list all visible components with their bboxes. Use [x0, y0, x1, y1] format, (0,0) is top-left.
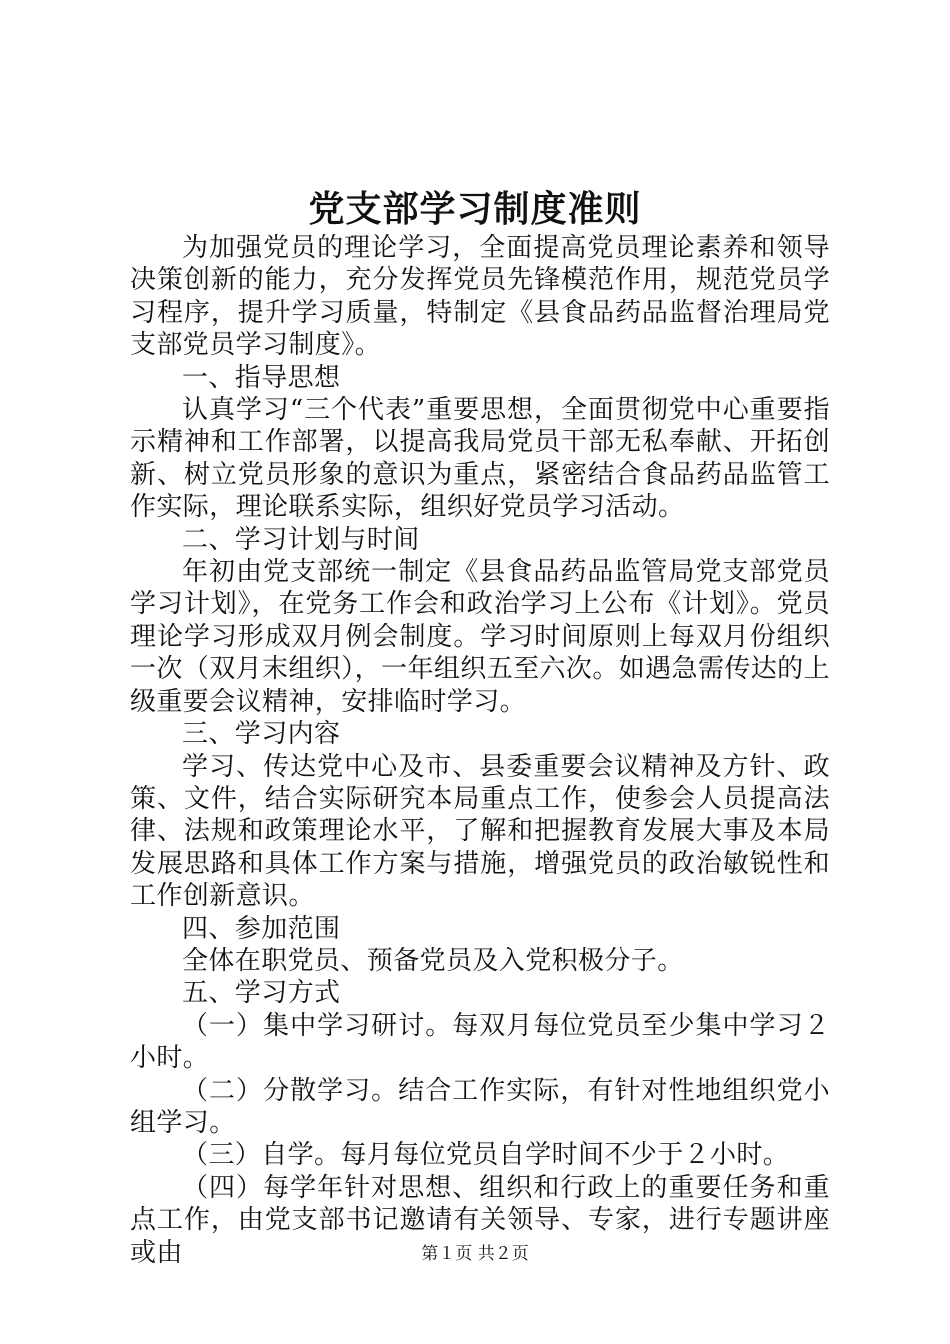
section-heading-participants: 四、参加范围	[182, 913, 341, 944]
section-heading-study-plan: 二、学习计划与时间	[182, 524, 420, 555]
document-title: 党支部学习制度准则	[308, 188, 642, 230]
page-footer: 第１页 共２页	[421, 1244, 529, 1264]
participants-paragraph: 全体在职党员、预备党员及入党积极分子。	[182, 945, 684, 976]
document-body	[130, 232, 830, 1269]
study-method-item: （四）每学年针对思想、组织和行政上的重要任务和重点工作，由党支部书记邀请有关领导、专家，进行专题讲座或由	[130, 1172, 830, 1268]
study-method-item: （三）自学。每月每位党员自学时间不少于２小时。	[182, 1140, 790, 1171]
guiding-ideology-paragraph: 认真学习“三个代表”重要思想，全面贯彻党中心重要指示精神和工作部署，以提高我局党员干部无私奉献、开拓创新、树立党员形象的意识为重点，紧密结合食品药品监管工作实际，理论联系实际，组织好党员学习活动。	[130, 395, 830, 523]
intro-paragraph: 为加强党员的理论学习，全面提高党员理论素养和领导决策创新的能力，充分发挥党员先锋模范作用，规范党员学习程序，提升学习质量，特制定《县食品药品监督治理局党支部党员学习制度》。	[130, 233, 830, 361]
section-heading-guiding-ideology: 一、指导思想	[182, 362, 341, 393]
section-heading-study-content: 三、学习内容	[182, 719, 341, 750]
study-plan-paragraph: 年初由党支部统一制定《县食品药品监管局党支部党员学习计划》，在党务工作会和政治学习上公布《计划》。党员理论学习形成双月例会制度。学习时间原则上每双月份组织一次（双月末组织），一年组织五至六次。如遇急需传达的上级重要会议精神，安排临时学习。	[130, 557, 830, 717]
study-method-item: （二）分散学习。结合工作实际，有针对性地组织党小组学习。	[130, 1075, 830, 1138]
study-content-paragraph: 学习、传达党中心及市、县委重要会议精神及方针、政策、文件，结合实际研究本局重点工作，使参会人员提高法律、法规和政策理论水平，了解和把握教育发展大事及本局发展思路和具体工作方案与措施，增强党员的政治敏锐性和工作创新意识。	[130, 751, 830, 912]
section-heading-study-methods: 五、学习方式	[182, 978, 341, 1009]
study-method-item: （一）集中学习研讨。每双月每位党员至少集中学习２小时。	[130, 1010, 830, 1074]
